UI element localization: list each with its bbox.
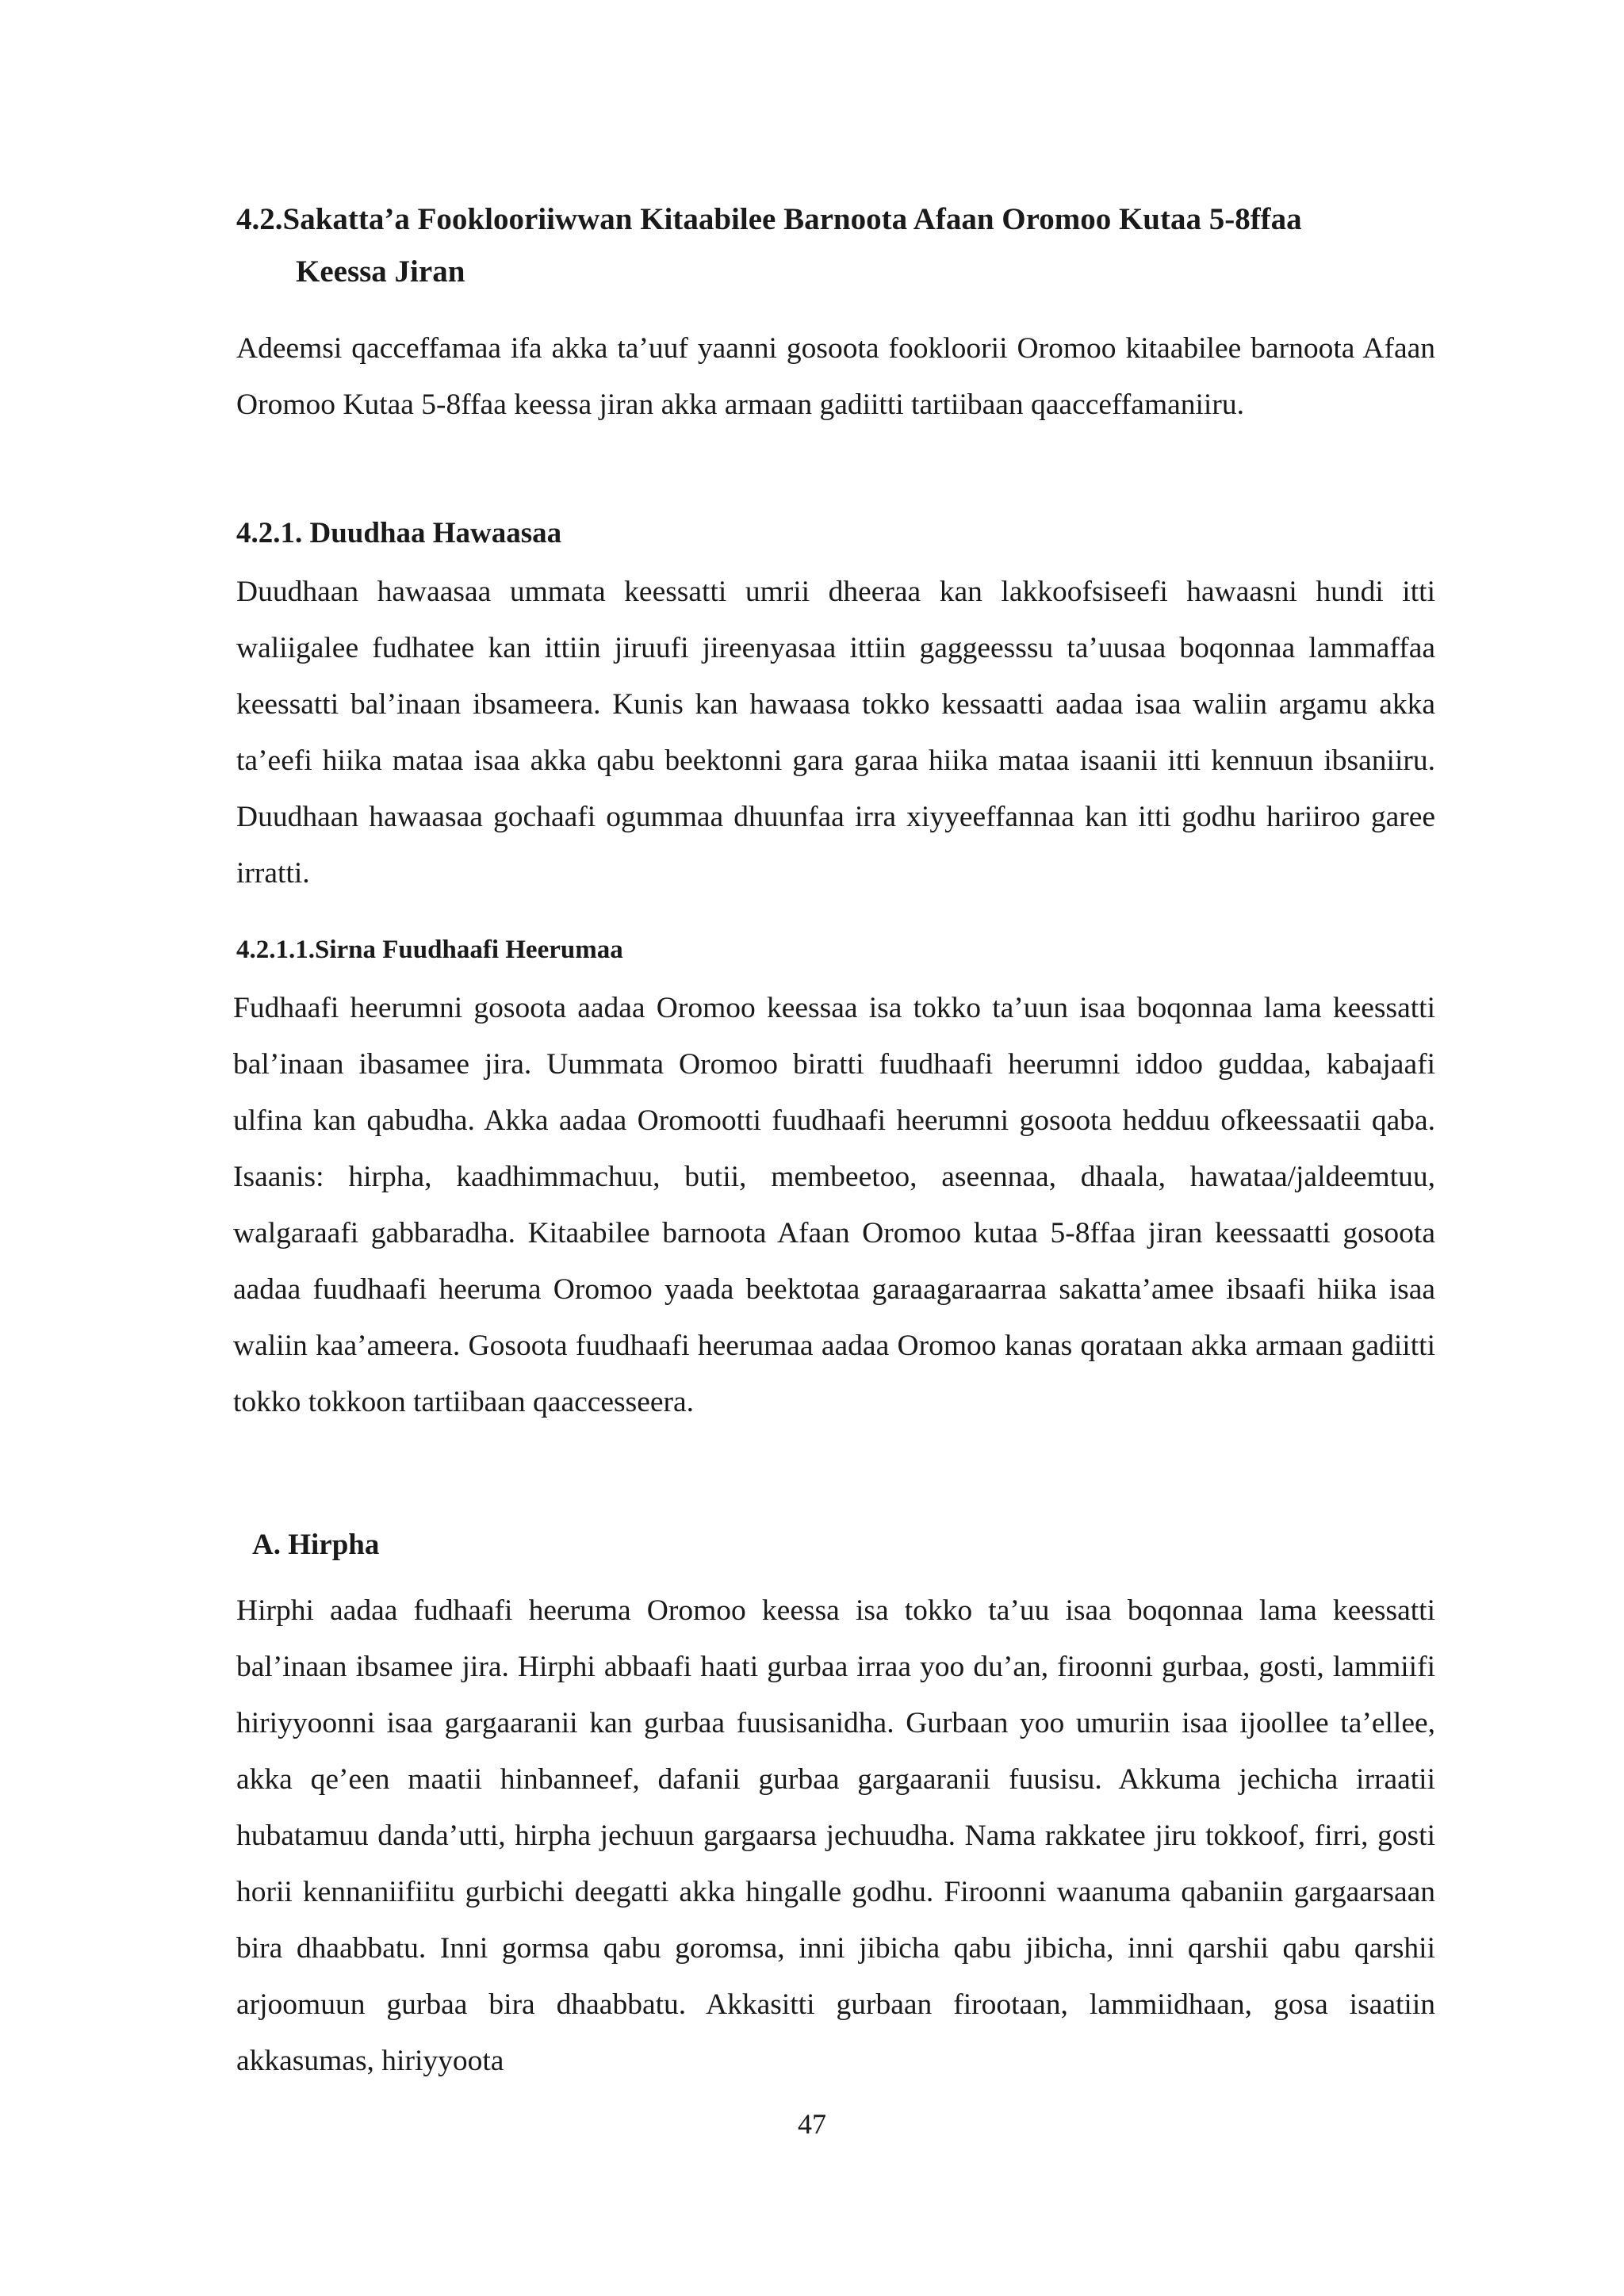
section-intro-paragraph: Adeemsi qacceffamaa ifa akka ta’uuf yaanni gosoota fookloorii Oromoo kitaabilee barnoota Afaan Oromoo Kutaa 5-8ffaa keessa jiran akka armaan gadiitti tartiibaan qaacceffamaniiru. xyxy=(236,332,1435,421)
subsubsection-heading: 4.2.1.1.Sirna Fuudhaafi Heerumaa xyxy=(236,936,623,964)
item-a-heading: A. Hirpha xyxy=(252,1529,380,1561)
page-number: 47 xyxy=(798,2108,826,2140)
subsection-heading: 4.2.1. Duudhaa Hawaasaa xyxy=(236,517,562,549)
subsubsection-paragraph: Fudhaafi heerumni gosoota aadaa Oromoo keessaa isa tokko ta’uun isaa boqonnaa lama keessatti bal’inaan ibasamee jira. Uummata Oromoo biratti fuudhaafi heerumni iddoo guddaa, kabajaafi ulfina kan qabudha. Akka aadaa Oromootti fuudhaafi heerumni gosoota hedduu ofkeessaatii qaba. Isaanis: hirpha, kaadhimmachuu, butii, membeetoo, aseennaa, dhaala, hawataa/jaldeemtuu, walgaraafi gabbaradha. Kitaabilee barnoota Afaan Oromoo kutaa 5-8ffaa jiran keessaatti gosoota aadaa fuudhaafi heeruma Oromoo yaada beektotaa garaagaraarraa sakatta’amee ibsaafi hiika isaa waliin kaa’ameera. Gosoota fuudhaafi heerumaa aadaa Oromoo kanas qorataan akka armaan gadiitti tokko tokkoon tartiibaan qaaccesseera. xyxy=(233,992,1435,1418)
subsection-paragraph: Duudhaan hawaasaa ummata keessatti umrii dheeraa kan lakkoofsiseefi hawaasni hundi itti waliigalee fudhatee kan ittiin jiruufi jireenyasaa ittiin gaggeesssu ta’uusaa boqonnaa lammaffaa keessatti bal’inaan ibsameera. Kunis kan hawaasa tokko kessaatti aadaa isaa waliin argamu akka ta’eefi hiika mataa isaa akka qabu beektonni gara garaa hiika mataa isaanii itti kennuun ibsaniiru. Duudhaan hawaasaa gochaafi ogummaa dhuunfaa irra xiyyeeffannaa kan itti godhu hariiroo garee irratti. xyxy=(236,576,1435,890)
section-heading-line-2: Keessa Jiran xyxy=(296,254,465,289)
item-a-paragraph: Hirphi aadaa fudhaafi heeruma Oromoo keessa isa tokko ta’uu isaa boqonnaa lama keessatti bal’inaan ibsamee jira. Hirphi abbaafi haati gurbaa irraa yoo du’an, firoonni gurbaa, gosti, lammiifi hiriyyoonni isaa gargaaranii kan gurbaa fuusisanidha. Gurbaan yoo umuriin isaa ijoollee ta’ellee, akka qe’een maatii hinbanneef, dafanii gurbaa gargaaranii fuusisu. Akkuma jechicha irraatii hubatamuu danda’utti, hirpha jechuun gargaarsa jechuudha. Nama rakkatee jiru tokkoof, firri, gosti horii kennaniifiitu gurbichi deegatti akka hingalle godhu. Firoonni waanuma qabaniin gargaarsaan bira dhaabbatu. Inni gormsa qabu goromsa, inni jibicha qabu jibicha, inni qarshii qabu qarshii arjoomuun gurbaa bira dhaabbatu. Akkasitti gurbaan firootaan, lammiidhaan, gosa isaatiin akkasumas, hiriyyoota xyxy=(236,1594,1435,2077)
section-heading xyxy=(236,193,1435,298)
section-heading-line-1: 4.2.Sakatta’a Fooklooriiwwan Kitaabilee Barnoota Afaan Oromoo Kutaa 5-8ffaa xyxy=(236,202,1302,236)
